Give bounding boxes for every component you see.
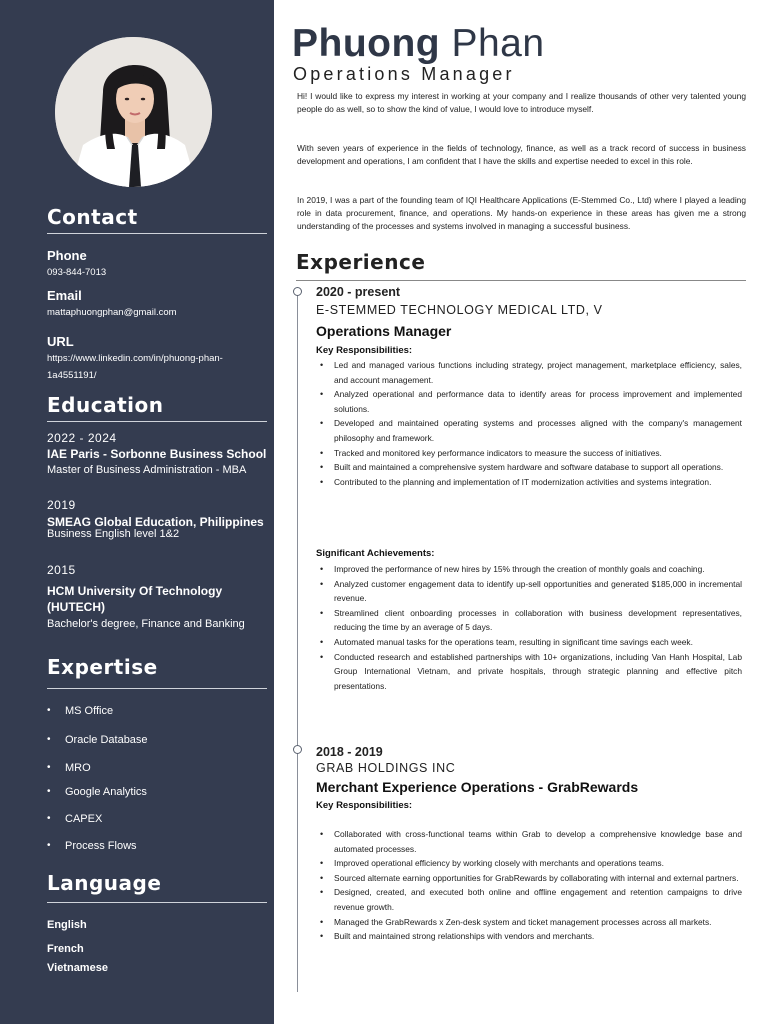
job-role: Merchant Experience Operations - GrabRewards <box>316 779 639 795</box>
list-item: • Improved the performance of new hires by 15% through the creation of monthly goals and coaching. <box>316 562 742 577</box>
email-value[interactable]: mattaphuongphan@gmail.com <box>47 307 177 318</box>
job-title: Operations Manager <box>293 64 515 84</box>
list-item: • Conducted research and established partnerships with 10+ organizations, including Van Hanh Hospital, Lab Group International Vietnam, and private hospitals, through strategic planning and effective pitch presentations. <box>316 650 742 694</box>
list-item: • Contributed to the planning and implementation of IT modernization activities and systems integration. <box>316 475 742 490</box>
job-company: GRAB HOLDINGS INC <box>316 761 456 775</box>
responsibilities-heading: Key Responsibilities: <box>316 800 413 811</box>
education-years: 2022 - 2024 <box>47 431 117 445</box>
education-years: 2019 <box>47 498 76 512</box>
contact-divider <box>47 233 267 234</box>
url-line-1: https://www.linkedin.com/in/phuong-phan- <box>47 353 223 364</box>
list-item: • Tracked and monitored key performance indicators to measure the success of initiatives. <box>316 446 742 461</box>
education-degree: Business English level 1&2 <box>47 528 180 540</box>
list-item: • Developed and maintained operating systems and processes aligned with the company's management philosophy and framework. <box>316 416 742 445</box>
bullet-icon: • <box>47 813 51 824</box>
first-name: Phuong <box>292 22 441 65</box>
responsibilities-list <box>316 827 742 944</box>
education-heading: Education <box>47 393 164 417</box>
timeline-dot-icon <box>293 745 302 754</box>
last-name: Phan <box>451 22 545 65</box>
language-item: Vietnamese <box>47 962 108 974</box>
education-years: 2015 <box>47 563 76 577</box>
achievements-list <box>316 562 742 693</box>
timeline-dot-icon <box>293 287 302 296</box>
list-item: • Streamlined client onboarding processes in collaboration with business development representatives, reducing the time by an average of 5 days. <box>316 606 742 635</box>
list-item: • Collaborated with cross-functional teams within Grab to develop a comprehensive knowledge base and automated processes. <box>316 827 742 856</box>
language-divider <box>47 902 267 903</box>
language-item: English <box>47 919 87 931</box>
bullet-icon: • <box>47 786 51 797</box>
experience-heading: Experience <box>296 250 426 274</box>
list-item: • Built and maintained a comprehensive system hardware and software database to support all operations. <box>316 460 742 475</box>
education-school: SMEAG Global Education, Philippines <box>47 515 264 529</box>
sidebar: Contact Phone 093-844-7013 Email mattaphuongphan@gmail.com URL https://www.linkedin.com/in/phuong-phan- 1a4551191/ Education 2022 - 2024 IAE Paris - Sorbonne Business School Master of Business Administration - MBA 2019 SMEAG Global Education, Philippines Business English level 1&2 2015 HCM University Of Technology (HUTECH) Bachelor's degree, Finance and Banking Expertise • MS Office • Oracle Database • MRO • Google Analytics • CAPEX • Process Flows Language English French Vietnamese <box>0 0 274 1024</box>
education-degree: Bachelor's degree, Finance and Banking <box>47 618 245 630</box>
achievements-heading: Significant Achievements: <box>316 548 435 559</box>
bullet-icon: • <box>47 762 51 773</box>
responsibilities-list <box>316 358 742 489</box>
url-link[interactable] <box>47 350 262 384</box>
url-label: URL <box>47 334 74 349</box>
list-item: • Automated manual tasks for the operations team, resulting in significant time savings each week. <box>316 635 742 650</box>
job-dates: 2018 - 2019 <box>316 745 383 759</box>
profile-photo <box>55 37 212 187</box>
url-line-2: 1a4551191/ <box>47 370 97 381</box>
bullet-icon: • <box>47 705 51 716</box>
timeline-line <box>297 292 298 992</box>
list-item: • Sourced alternate earning opportunities for GrabRewards by collaborating with internal and external partners. <box>316 871 742 886</box>
summary-paragraph: With seven years of experience in the fields of technology, finance, as well as a track record of success in business development and operations, I am confident that I have the skills and expertise needed to excel in this role. <box>297 143 746 166</box>
responsibilities-heading: Key Responsibilities: <box>316 345 413 356</box>
list-item: • Improved operational efficiency by working closely with merchants and operations teams. <box>316 856 742 871</box>
summary-paragraph: Hi! I would like to express my interest in working at your company and I realize thousands of other very talented young people do as well, so to show the kind of value, I would love to introduce myself. <box>297 91 746 114</box>
job-company: E-STEMMED TECHNOLOGY MEDICAL LTD, V <box>316 303 603 317</box>
language-heading: Language <box>47 871 162 895</box>
expertise-divider <box>47 688 267 689</box>
list-item: • Led and managed various functions including strategy, project management, marketplace efficiency, sales, and account management. <box>316 358 742 387</box>
list-item: • Designed, created, and executed both online and offline engagement and retention campaigns to drive revenue growth. <box>316 885 742 914</box>
bullet-icon: • <box>47 734 51 745</box>
list-item: • Managed the GrabRewards x Zen-desk system and ticket management processes across all markets. <box>316 915 742 930</box>
education-degree: Master of Business Administration - MBA <box>47 464 247 476</box>
list-item: • Analyzed customer engagement data to identify up-sell opportunities and generated $185,000 in incremental revenue. <box>316 577 742 606</box>
profile-photo-illustration <box>55 37 212 187</box>
education-school: IAE Paris - Sorbonne Business School <box>47 447 267 461</box>
education-school: HCM University Of Technology (HUTECH) <box>47 584 223 614</box>
job-role: Operations Manager <box>316 323 452 339</box>
list-item: • Analyzed operational and performance data to identify areas for process improvement and implemented solutions. <box>316 387 742 416</box>
list-item: • Built and maintained strong relationships with vendors and merchants. <box>316 929 742 944</box>
phone-value: 093-844-7013 <box>47 267 107 278</box>
expertise-heading: Expertise <box>47 655 158 679</box>
experience-divider <box>296 280 746 281</box>
job-dates: 2020 - present <box>316 285 401 299</box>
education-divider <box>47 421 267 422</box>
phone-label: Phone <box>47 248 87 263</box>
email-label: Email <box>47 288 82 303</box>
bullet-icon: • <box>47 840 51 851</box>
summary-paragraph: In 2019, I was a part of the founding team of IQI Healthcare Applications (E-Stemmed Co., Ltd) where I played a leading role in data procurement, finance, and operations. My hands-on experience in these areas has given me a strong understanding of the processes and systems involved in managing a successful business. <box>297 195 746 231</box>
contact-heading: Contact <box>47 205 138 229</box>
language-item: French <box>47 943 84 955</box>
full-name <box>292 22 545 66</box>
